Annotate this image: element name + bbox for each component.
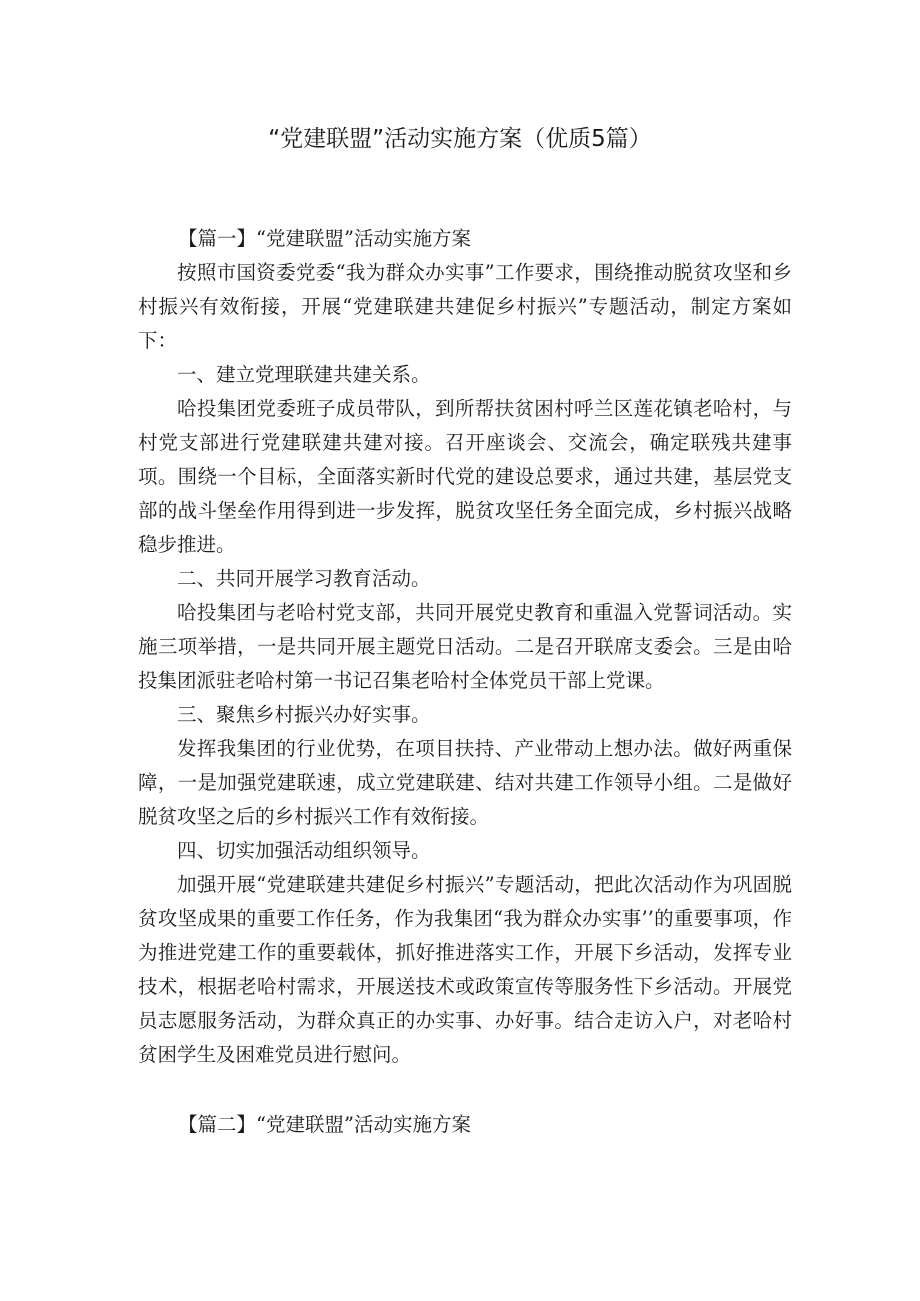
part-one (138, 222, 792, 1072)
section-one-body: 哈投集团党委班子成员带队，到所帮扶贫困村呼兰区莲花镇老哈村，与村党支部进行党建联建共建对接。召开座谈会、交流会，确定联残共建事项。围绕一个目标，全面落实新时代党的建设总要求，通过共建，基层党支部的战斗堡垒作用得到进一步发挥，脱贫攻坚任务全面完成，乡村振兴战略稳步推进。 (138, 397, 792, 556)
section-four-title: 四、切实加强活动组织领导。 (177, 839, 431, 862)
section-two-body: 哈投集团与老哈村党支部，共同开展党史教育和重温入党誓词活动。实施三项举措，一是共同开展主题党日活动。二是召开联席支委会。三是由哈投集团派驻老哈村第一书记召集老哈村全体党员干部上党课。 (138, 601, 792, 692)
section-two-title: 二、共同开展学习教育活动。 (177, 567, 431, 590)
part-one-heading: 【篇一】“党建联盟”活动实施方案 (178, 227, 471, 250)
part-two (138, 1108, 792, 1142)
section-three-body: 发挥我集团的行业优势，在项目扶持、产业带动上想办法。做好两重保障，一是加强党建联速，成立党建联建、结对共建工作领导小组。二是做好脱贫攻坚之后的乡村振兴工作有效衔接。 (138, 737, 792, 828)
intro-paragraph: 按照市国资委党委“我为群众办实事”工作要求，围绕推动脱贫攻坚和乡村振兴有效衔接，开展“党建联建共建促乡村振兴”专题活动，制定方案如下： (138, 261, 792, 352)
document-title: “党建联盟”活动实施方案（优质5篇） (268, 126, 652, 152)
section-three-title: 三、聚焦乡村振兴办好实事。 (177, 703, 431, 726)
section-one-title: 一、建立党理联建共建关系。 (177, 363, 431, 386)
part-two-heading: 【篇二】“党建联盟”活动实施方案 (178, 1113, 471, 1136)
section-four-body: 加强开展“党建联建共建促乡村振兴”专题活动，把此次活动作为巩固脱贫攻坚成果的重要工作任务，作为我集团“我为群众办实事’’的重要事项，作为推进党建工作的重要载体，抓好推进落实工作，开展下乡活动，发挥专业技术，根据老哈村需求，开展送技术或政策宣传等服务性下乡活动。开展党员志愿服务活动，为群众真正的办实事、办好事。结合走访入户，对老哈村贫困学生及困难党员进行慰问。 (138, 873, 792, 1066)
